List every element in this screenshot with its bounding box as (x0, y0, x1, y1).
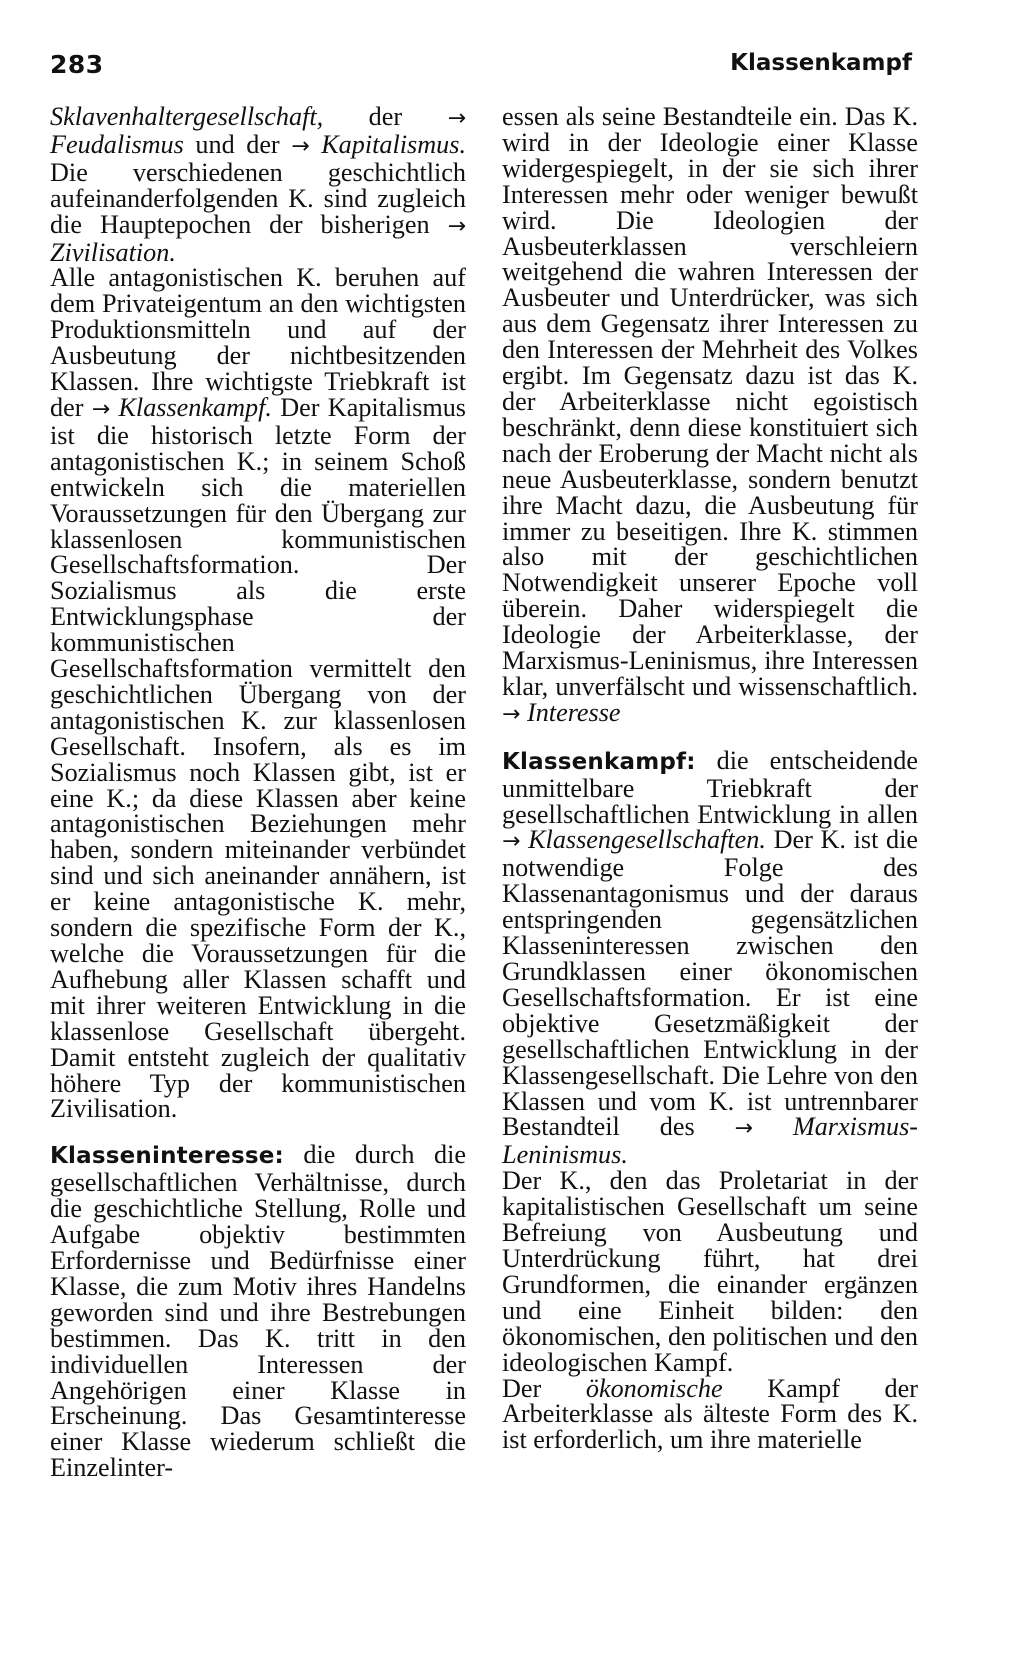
page-number: 283 (50, 50, 104, 79)
headword-klassenkampf: Klassenkampf: (502, 748, 696, 775)
xref-kapitalismus[interactable]: Kapitalismus. (321, 129, 466, 159)
paragraph-oekonomischer-kampf: Der ökonomische Kampf der Arbeiterklasse als älteste Form des K. ist erforderlich, um ihre materielle (502, 1373, 918, 1455)
entry-klasseninteresse: Klasseninteresse: die durch die gesellschaftlichen Verhältnisse, durch die geschichtliche Stellung, Rolle und Aufgabe objektiv bestimmten Erfordernisse und Bedürfnisse einer Klasse, die zum Motiv ihres Handelns geworden sind und ihre Bestrebungen bestimmen. Das K. tritt in den individuellen Interessen der Angehörigen einer Klasse in Erscheinung. Das Gesamtinteresse einer Klasse wiederum schließt die Einzelinter- (50, 1140, 466, 1483)
xref-feudalismus[interactable]: Feudalismus (50, 129, 184, 159)
arrow-icon: → (447, 213, 466, 239)
xref-zivilisation[interactable]: Zivilisation. (50, 237, 176, 267)
arrow-icon: → (502, 701, 521, 727)
xref-klassengesellschaften[interactable]: Klassengesellschaften. (528, 825, 766, 855)
xref-klassenkampf[interactable]: Klassenkampf. (118, 392, 272, 422)
paragraph-antagonistische-klassen: Alle antagonistischen K. beruhen auf dem Privateigentum an den wichtigsten Produktionsmitteln und auf der Ausbeutung der nichtbesitzenden Klassen. Ihre wichtigste Triebkraft ist der → Klassenkampf. Der Kapitalismus ist die historisch letzte Form der antagonistischen K.; in seinem Schoß entwickeln sich die materiellen Voraussetzungen für den Übergang zur klassenlosen kommunistischen Gesellschaftsformation. Der Sozialismus als die erste Entwicklungsphase der kommunistischen Gesellschaftsformation vermittelt den geschichtlichen Übergang von der antagonistischen K. zur klassenlosen Gesellschaft. Insofern, als es im Sozialismus noch Klassen gibt, ist er eine K.; da diese Klassen aber keine antagonistischen Beziehungen mehr haben, sondern miteinander verbündet sind und sich aneinander annähern, ist er keine antagonistische K. mehr, sondern die spezifische Form der K., welche die Voraussetzungen für die Aufhebung aller Klassen schafft und mit ihrer weiteren Entwicklung in die klassenlose Gesellschaft übergeht. Damit entsteht zugleich der qualitativ höhere Typ der kommunistischen Zivilisation. (50, 263, 466, 1124)
xref-sklavenhaltergesellschaft[interactable]: Sklavenhaltergesellschaft, (50, 102, 324, 131)
running-head: Klassenkampf (730, 50, 912, 76)
arrow-icon: → (91, 396, 111, 422)
paragraph-klasseninteresse-cont: essen als seine Bestandteile ein. Das K. wird in der Ideologie einer Klasse widergespiegelt, in der sie sich ihrer Interessen mehr oder weniger bewußt wird. Die Ideologien der Ausbeuterklassen verschleiern weitgehend die wahren Interessen der Ausbeuter und Unterdrücker, was sich aus dem Gegensatz ihrer Interessen zu den Interessen der Mehrheit des Volkes ergibt. Im Gegensatz dazu ist das K. der Arbeiterklasse nicht egoistisch beschränkt, denn diese konstituiert sich nach der Eroberung der Macht nicht als neue Ausbeuterklasse, sondern benutzt ihre Macht dazu, die Ausbeutung für immer zu beseitigen. Ihre K. stimmen also mit der geschichtlichen Notwendigkeit unserer Epoche voll überein. Daher widerspiegelt die Ideologie der Arbeiterklasse, der Marxismus-Leninismus, ihre Interessen klar, unverfälscht und wissenschaftlich. → Interesse (502, 102, 918, 727)
right-column (502, 104, 918, 1453)
arrow-icon: → (291, 133, 310, 159)
left-column (50, 104, 466, 1481)
arrow-icon: → (734, 1116, 753, 1142)
page-header (50, 50, 912, 90)
arrow-icon: → (502, 829, 521, 855)
xref-interesse[interactable]: Interesse (526, 697, 621, 727)
xref-marxismus-leninismus[interactable]: Marxismus-Leninismus. (502, 1112, 918, 1170)
paragraph-grundformen: Der K., den das Proletariat in der kapitalistischen Gesellschaft um seine Befreiung von Ausbeutung und Unterdrückung führt, hat drei Grundformen, die einander ergänzen und eine Einheit bilden: den ökonomischen, den politischen und den ideologischen Kampf. (502, 1166, 918, 1377)
headword-klasseninteresse: Klasseninteresse: (50, 1143, 284, 1170)
arrow-icon: → (447, 106, 466, 131)
entry-klassenkampf: Klassenkampf: die entscheidende unmittelbare Triebkraft der gesellschaftlichen Entwicklung in allen → Klassengesellschaften. Der K. ist die notwendige Folge des Klassenantagonismus und der daraus entspringenden gegensätzlichen Klasseninteressen zwischen den Grundklassen einer ökonomischen Gesellschaftsformation. Er ist eine objektive Gesetzmäßigkeit der gesellschaftlichen Entwicklung in der Klassengesellschaft. Die Lehre von den Klassen und vom K. ist untrennbarer Bestandteil des → Marxismus-Leninismus. (502, 745, 918, 1170)
emphasis-oekonomische: ökonomische (585, 1373, 723, 1403)
paragraph-klassengesellschaft-cont: Sklavenhaltergesellschaft, der → Feudalismus und der → Kapitalismus. Die verschiedenen geschichtlich aufeinanderfolgenden K. sind zugleich die Hauptepochen der bisherigen → Zivilisation. (50, 102, 466, 267)
